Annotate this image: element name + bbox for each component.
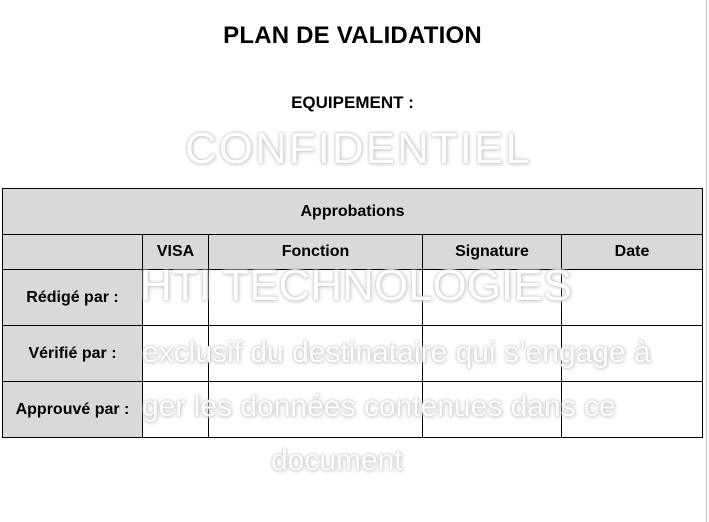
column-header-date: Date [562,235,703,270]
cell-date[interactable] [562,326,703,382]
row-label-approuve: Approuvé par : [3,382,143,438]
page-title: PLAN DE VALIDATION [223,22,482,49]
cell-signature[interactable] [423,326,562,382]
cell-visa[interactable] [143,326,209,382]
cell-signature[interactable] [423,382,562,438]
column-header-blank [3,235,143,270]
watermark-text-line: ger les données contenues dans ce [142,390,616,423]
cell-visa[interactable] [143,382,209,438]
cell-visa[interactable] [143,270,209,326]
table-row [3,270,703,326]
cell-signature[interactable] [423,270,562,326]
watermark-confidentiel: CONFIDENTIEL [185,124,532,173]
approvals-header: Approbations [3,189,703,235]
page-border [706,0,707,522]
column-header-visa: VISA [143,235,209,270]
column-header-row [3,235,703,270]
table-row [3,382,703,438]
cell-date[interactable] [562,270,703,326]
cell-fonction[interactable] [209,382,423,438]
equipment-label: EQUIPEMENT : [291,93,414,112]
approvals-table [2,188,703,438]
watermark-text-line: document [271,444,403,477]
column-header-signature: Signature [423,235,562,270]
cell-fonction[interactable] [209,270,423,326]
row-label-verifie: Vérifié par : [3,326,143,382]
column-header-fonction: Fonction [209,235,423,270]
row-label-redige: Rédigé par : [3,270,143,326]
watermark-company: HTI TECHNOLOGIES [140,261,572,310]
table-header-row [3,189,703,235]
cell-fonction[interactable] [209,326,423,382]
cell-date[interactable] [562,382,703,438]
watermark-text-line: exclusif du destinataire qui s’engage à [142,336,651,369]
table-row [3,326,703,382]
